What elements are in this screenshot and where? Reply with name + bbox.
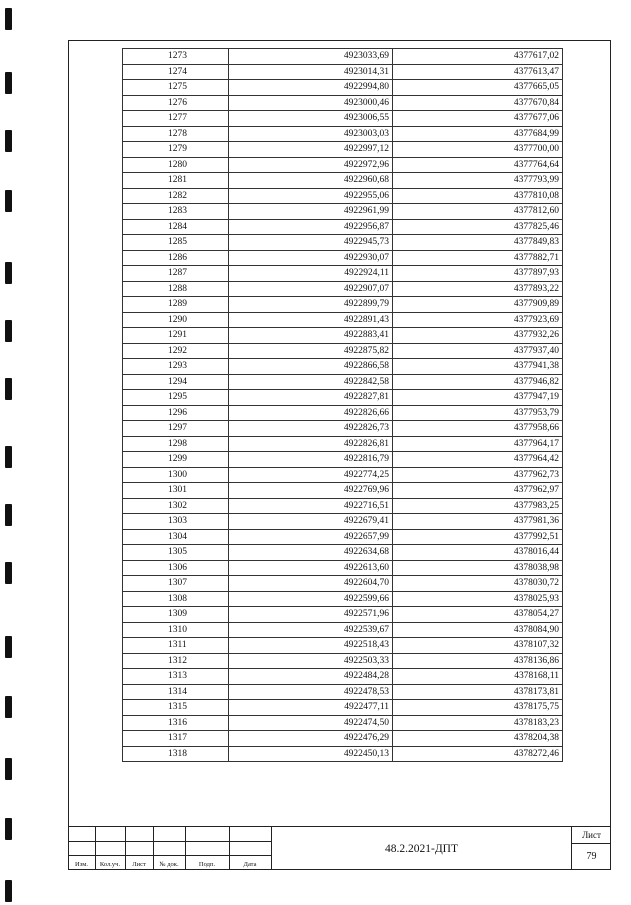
point-number-cell: 1303 <box>123 514 229 530</box>
y-coordinate-cell: 4378038,98 <box>393 560 563 576</box>
table-row <box>123 560 563 576</box>
table-row <box>123 297 563 313</box>
y-coordinate-cell: 4378107,32 <box>393 638 563 654</box>
x-coordinate-cell: 4922769,96 <box>229 483 393 499</box>
y-coordinate-cell: 4377941,38 <box>393 359 563 375</box>
point-number-cell: 1281 <box>123 173 229 189</box>
y-coordinate-cell: 4377947,19 <box>393 390 563 406</box>
x-coordinate-cell: 4922478,53 <box>229 684 393 700</box>
x-coordinate-cell: 4922816,79 <box>229 452 393 468</box>
x-coordinate-cell: 4922956,87 <box>229 219 393 235</box>
x-coordinate-cell: 4922960,68 <box>229 173 393 189</box>
binding-hole-mark <box>5 130 12 152</box>
y-coordinate-cell: 4377849,83 <box>393 235 563 251</box>
table-row <box>123 436 563 452</box>
x-coordinate-cell: 4922924,11 <box>229 266 393 282</box>
point-number-cell: 1288 <box>123 281 229 297</box>
table-row <box>123 312 563 328</box>
binding-hole-mark <box>5 880 12 902</box>
x-coordinate-cell: 4922518,43 <box>229 638 393 654</box>
point-number-cell: 1298 <box>123 436 229 452</box>
table-row <box>123 591 563 607</box>
point-number-cell: 1280 <box>123 157 229 173</box>
point-number-cell: 1305 <box>123 545 229 561</box>
stamp-label-list: Лист <box>132 861 146 868</box>
table-row <box>123 281 563 297</box>
point-number-cell: 1313 <box>123 669 229 685</box>
table-row <box>123 421 563 437</box>
x-coordinate-cell: 4922827,81 <box>229 390 393 406</box>
x-coordinate-cell: 4923014,31 <box>229 64 393 80</box>
grid-line <box>68 855 271 856</box>
table-row <box>123 219 563 235</box>
table-row <box>123 95 563 111</box>
point-number-cell: 1310 <box>123 622 229 638</box>
point-number-cell: 1297 <box>123 421 229 437</box>
point-number-cell: 1290 <box>123 312 229 328</box>
x-coordinate-cell: 4922474,50 <box>229 715 393 731</box>
point-number-cell: 1302 <box>123 498 229 514</box>
point-number-cell: 1301 <box>123 483 229 499</box>
x-coordinate-cell: 4922679,41 <box>229 514 393 530</box>
point-number-cell: 1314 <box>123 684 229 700</box>
y-coordinate-cell: 4377897,93 <box>393 266 563 282</box>
y-coordinate-cell: 4377665,05 <box>393 80 563 96</box>
table-row <box>123 405 563 421</box>
point-number-cell: 1306 <box>123 560 229 576</box>
y-coordinate-cell: 4377825,46 <box>393 219 563 235</box>
table-row <box>123 374 563 390</box>
x-coordinate-cell: 4922450,13 <box>229 746 393 762</box>
table-row <box>123 126 563 142</box>
x-coordinate-cell: 4922883,41 <box>229 328 393 344</box>
y-coordinate-cell: 4377964,42 <box>393 452 563 468</box>
y-coordinate-cell: 4378054,27 <box>393 607 563 623</box>
x-coordinate-cell: 4922826,66 <box>229 405 393 421</box>
x-coordinate-cell: 4922476,29 <box>229 731 393 747</box>
document-code-cell <box>271 826 571 870</box>
point-number-cell: 1296 <box>123 405 229 421</box>
binding-hole-mark <box>5 262 12 284</box>
binding-hole-mark <box>5 190 12 212</box>
y-coordinate-cell: 4377962,97 <box>393 483 563 499</box>
x-coordinate-cell: 4922539,67 <box>229 622 393 638</box>
table-row <box>123 452 563 468</box>
x-coordinate-cell: 4922866,58 <box>229 359 393 375</box>
stamp-label-date: Дата <box>243 861 257 868</box>
x-coordinate-cell: 4922613,60 <box>229 560 393 576</box>
y-coordinate-cell: 4378168,11 <box>393 669 563 685</box>
x-coordinate-cell: 4922484,28 <box>229 669 393 685</box>
table-row <box>123 498 563 514</box>
binding-hole-mark <box>5 8 12 30</box>
document-code: 48.2.2021-ДПТ <box>384 842 458 855</box>
point-number-cell: 1276 <box>123 95 229 111</box>
point-number-cell: 1316 <box>123 715 229 731</box>
x-coordinate-cell: 4922842,58 <box>229 374 393 390</box>
table-row <box>123 390 563 406</box>
table-row <box>123 514 563 530</box>
y-coordinate-cell: 4377937,40 <box>393 343 563 359</box>
x-coordinate-cell: 4922604,70 <box>229 576 393 592</box>
point-number-cell: 1279 <box>123 142 229 158</box>
table-row <box>123 467 563 483</box>
revision-grid <box>68 826 271 870</box>
table-row <box>123 638 563 654</box>
point-number-cell: 1287 <box>123 266 229 282</box>
table-row <box>123 359 563 375</box>
x-coordinate-cell: 4922657,99 <box>229 529 393 545</box>
grid-line <box>68 826 271 827</box>
y-coordinate-cell: 4378173,81 <box>393 684 563 700</box>
y-coordinate-cell: 4377700,00 <box>393 142 563 158</box>
x-coordinate-cell: 4922891,43 <box>229 312 393 328</box>
sheet-label: Лист <box>572 827 611 844</box>
point-number-cell: 1274 <box>123 64 229 80</box>
table-row <box>123 343 563 359</box>
y-coordinate-cell: 4377882,71 <box>393 250 563 266</box>
binding-hole-mark <box>5 636 12 658</box>
x-coordinate-cell: 4922634,68 <box>229 545 393 561</box>
point-number-cell: 1295 <box>123 390 229 406</box>
point-number-cell: 1317 <box>123 731 229 747</box>
point-number-cell: 1275 <box>123 80 229 96</box>
x-coordinate-cell: 4922955,06 <box>229 188 393 204</box>
binding-hole-mark <box>5 504 12 526</box>
x-coordinate-cell: 4922972,96 <box>229 157 393 173</box>
y-coordinate-cell: 4377953,79 <box>393 405 563 421</box>
title-block <box>68 826 611 870</box>
y-coordinate-cell: 4378272,46 <box>393 746 563 762</box>
point-number-cell: 1278 <box>123 126 229 142</box>
table-row <box>123 266 563 282</box>
stamp-label-signature: Подп. <box>198 861 216 868</box>
point-number-cell: 1289 <box>123 297 229 313</box>
y-coordinate-cell: 4377923,69 <box>393 312 563 328</box>
y-coordinate-cell: 4377958,66 <box>393 421 563 437</box>
point-number-cell: 1286 <box>123 250 229 266</box>
table-row <box>123 111 563 127</box>
grid-line <box>68 841 271 842</box>
y-coordinate-cell: 4377962,73 <box>393 467 563 483</box>
binding-hole-mark <box>5 562 12 584</box>
table-row <box>123 576 563 592</box>
y-coordinate-cell: 4377909,89 <box>393 297 563 313</box>
table-row <box>123 622 563 638</box>
y-coordinate-cell: 4377812,60 <box>393 204 563 220</box>
coordinates-table <box>122 48 563 762</box>
y-coordinate-cell: 4377932,26 <box>393 328 563 344</box>
y-coordinate-cell: 4378084,90 <box>393 622 563 638</box>
table-row <box>123 49 563 65</box>
stamp-label-kol-uch: Кол.уч. <box>99 861 121 868</box>
sheet-number: 79 <box>586 851 597 862</box>
point-number-cell: 1308 <box>123 591 229 607</box>
table-row <box>123 607 563 623</box>
table-row <box>123 142 563 158</box>
y-coordinate-cell: 4378183,23 <box>393 715 563 731</box>
table-row <box>123 700 563 716</box>
x-coordinate-cell: 4922503,33 <box>229 653 393 669</box>
point-number-cell: 1299 <box>123 452 229 468</box>
stamp-label-izm: Изм. <box>75 861 88 868</box>
table-row <box>123 684 563 700</box>
table-row <box>123 80 563 96</box>
y-coordinate-cell: 4377893,22 <box>393 281 563 297</box>
x-coordinate-cell: 4922826,73 <box>229 421 393 437</box>
point-number-cell: 1300 <box>123 467 229 483</box>
y-coordinate-cell: 4377981,36 <box>393 514 563 530</box>
table-row <box>123 746 563 762</box>
coordinates-table-body <box>123 49 563 762</box>
point-number-cell: 1277 <box>123 111 229 127</box>
binding-hole-mark <box>5 320 12 342</box>
table-row <box>123 157 563 173</box>
x-coordinate-cell: 4922997,12 <box>229 142 393 158</box>
x-coordinate-cell: 4922994,80 <box>229 80 393 96</box>
table-row <box>123 250 563 266</box>
y-coordinate-cell: 4377764,64 <box>393 157 563 173</box>
x-coordinate-cell: 4922899,79 <box>229 297 393 313</box>
binding-hole-mark <box>5 446 12 468</box>
point-number-cell: 1307 <box>123 576 229 592</box>
table-row <box>123 653 563 669</box>
x-coordinate-cell: 4922930,07 <box>229 250 393 266</box>
x-coordinate-cell: 4923006,55 <box>229 111 393 127</box>
x-coordinate-cell: 4922961,99 <box>229 204 393 220</box>
point-number-cell: 1318 <box>123 746 229 762</box>
point-number-cell: 1291 <box>123 328 229 344</box>
point-number-cell: 1294 <box>123 374 229 390</box>
point-number-cell: 1273 <box>123 49 229 65</box>
x-coordinate-cell: 4923033,69 <box>229 49 393 65</box>
binding-hole-mark <box>5 378 12 400</box>
point-number-cell: 1285 <box>123 235 229 251</box>
point-number-cell: 1311 <box>123 638 229 654</box>
point-number-cell: 1304 <box>123 529 229 545</box>
table-row <box>123 173 563 189</box>
y-coordinate-cell: 4377793,99 <box>393 173 563 189</box>
x-coordinate-cell: 4922826,81 <box>229 436 393 452</box>
y-coordinate-cell: 4377992,51 <box>393 529 563 545</box>
binding-hole-mark <box>5 72 12 94</box>
table-row <box>123 235 563 251</box>
y-coordinate-cell: 4378204,38 <box>393 731 563 747</box>
table-row <box>123 731 563 747</box>
y-coordinate-cell: 4377613,47 <box>393 64 563 80</box>
table-row <box>123 529 563 545</box>
x-coordinate-cell: 4922907,07 <box>229 281 393 297</box>
point-number-cell: 1315 <box>123 700 229 716</box>
y-coordinate-cell: 4377964,17 <box>393 436 563 452</box>
x-coordinate-cell: 4923000,46 <box>229 95 393 111</box>
x-coordinate-cell: 4922716,51 <box>229 498 393 514</box>
point-number-cell: 1309 <box>123 607 229 623</box>
table-row <box>123 204 563 220</box>
table-row <box>123 669 563 685</box>
point-number-cell: 1284 <box>123 219 229 235</box>
y-coordinate-cell: 4377677,06 <box>393 111 563 127</box>
y-coordinate-cell: 4378016,44 <box>393 545 563 561</box>
table-row <box>123 188 563 204</box>
table-row <box>123 483 563 499</box>
y-coordinate-cell: 4377946,82 <box>393 374 563 390</box>
table-row <box>123 64 563 80</box>
y-coordinate-cell: 4377617,02 <box>393 49 563 65</box>
y-coordinate-cell: 4378136,86 <box>393 653 563 669</box>
y-coordinate-cell: 4378175,75 <box>393 700 563 716</box>
table-row <box>123 715 563 731</box>
x-coordinate-cell: 4922875,82 <box>229 343 393 359</box>
y-coordinate-cell: 4377670,84 <box>393 95 563 111</box>
x-coordinate-cell: 4922477,11 <box>229 700 393 716</box>
binding-hole-mark <box>5 758 12 780</box>
point-number-cell: 1283 <box>123 204 229 220</box>
table-row <box>123 328 563 344</box>
stamp-label-doc-no: № док. <box>159 861 179 868</box>
point-number-cell: 1312 <box>123 653 229 669</box>
x-coordinate-cell: 4922774,25 <box>229 467 393 483</box>
binding-hole-mark <box>5 696 12 718</box>
y-coordinate-cell: 4378025,93 <box>393 591 563 607</box>
y-coordinate-cell: 4377983,25 <box>393 498 563 514</box>
point-number-cell: 1292 <box>123 343 229 359</box>
y-coordinate-cell: 4377684,99 <box>393 126 563 142</box>
point-number-cell: 1293 <box>123 359 229 375</box>
binding-hole-mark <box>5 818 12 840</box>
x-coordinate-cell: 4922571,96 <box>229 607 393 623</box>
table-row <box>123 545 563 561</box>
point-number-cell: 1282 <box>123 188 229 204</box>
y-coordinate-cell: 4377810,08 <box>393 188 563 204</box>
y-coordinate-cell: 4378030,72 <box>393 576 563 592</box>
sheet-cell <box>571 826 611 870</box>
x-coordinate-cell: 4922945,73 <box>229 235 393 251</box>
x-coordinate-cell: 4922599,66 <box>229 591 393 607</box>
x-coordinate-cell: 4923003,03 <box>229 126 393 142</box>
